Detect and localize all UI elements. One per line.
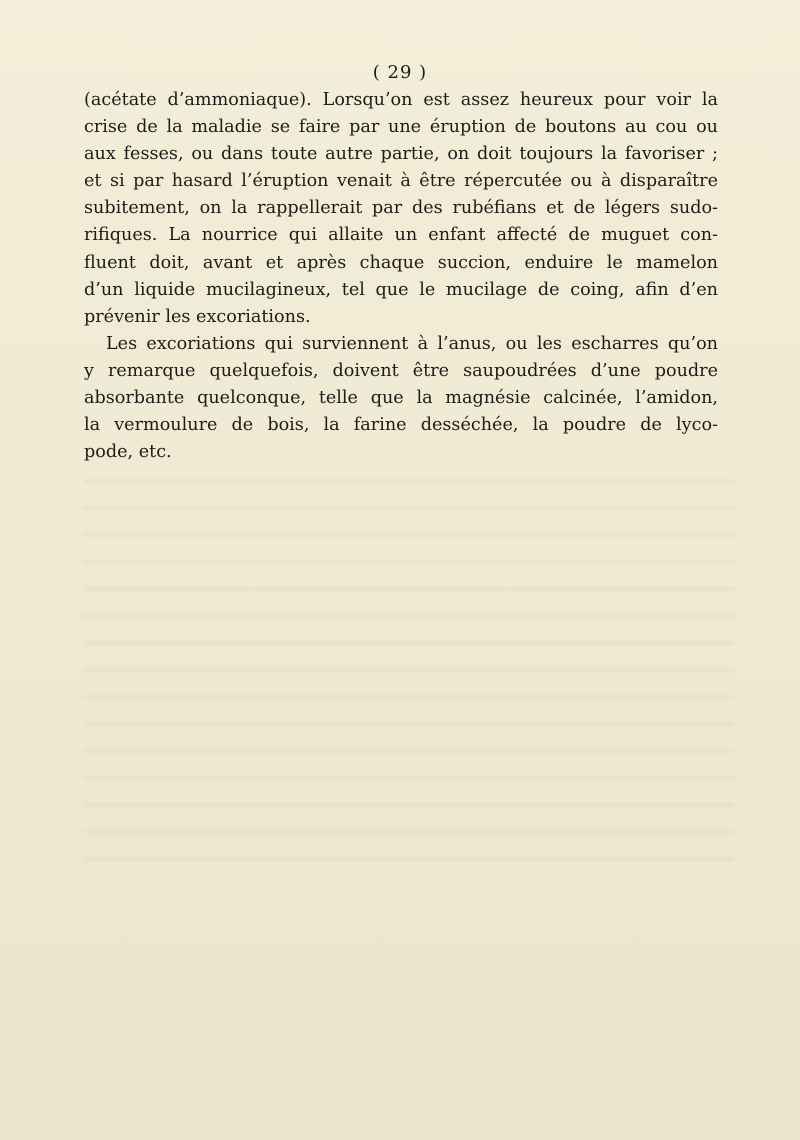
text-line: Les excoriations qui surviennent à l’anus, ou les escharres qu’on (106, 333, 718, 354)
text-line: et si par hasard l’éruption venait à être répercutée ou à disparaître (84, 171, 718, 192)
text-line: d’un liquide mucilagineux, tel que le mucilage de coing, afin d’en (84, 279, 718, 300)
text-line: subitement, on la rappellerait par des rubéfians et de légers sudo- (84, 198, 718, 219)
show-through-text (84, 470, 734, 870)
body-text (84, 87, 718, 466)
page-number: ( 29 ) (372, 62, 428, 83)
text-line: crise de la maladie se faire par une éruption de boutons au cou ou (84, 117, 718, 138)
text-line: (acétate d’ammoniaque). Lorsqu’on est assez heureux pour voir la (84, 90, 718, 110)
text-line: absorbante quelconque, telle que la magnésie calcinée, l’amidon, (84, 388, 718, 409)
text-line: rifiques. La nourrice qui allaite un enfant affecté de muguet con- (84, 225, 718, 246)
text-line: la vermoulure de bois, la farine desséchée, la poudre de lyco- (84, 415, 718, 436)
text-line: aux fesses, ou dans toute autre partie, on doit toujours la favoriser ; (84, 144, 718, 165)
text-line: fluent doit, avant et après chaque succion, enduire le mamelon (84, 252, 718, 273)
text-line: pode, etc. (84, 442, 172, 463)
text-line: y remarque quelquefois, doivent être saupoudrées d’une poudre (84, 360, 718, 381)
text-line: prévenir les excoriations. (84, 306, 311, 327)
